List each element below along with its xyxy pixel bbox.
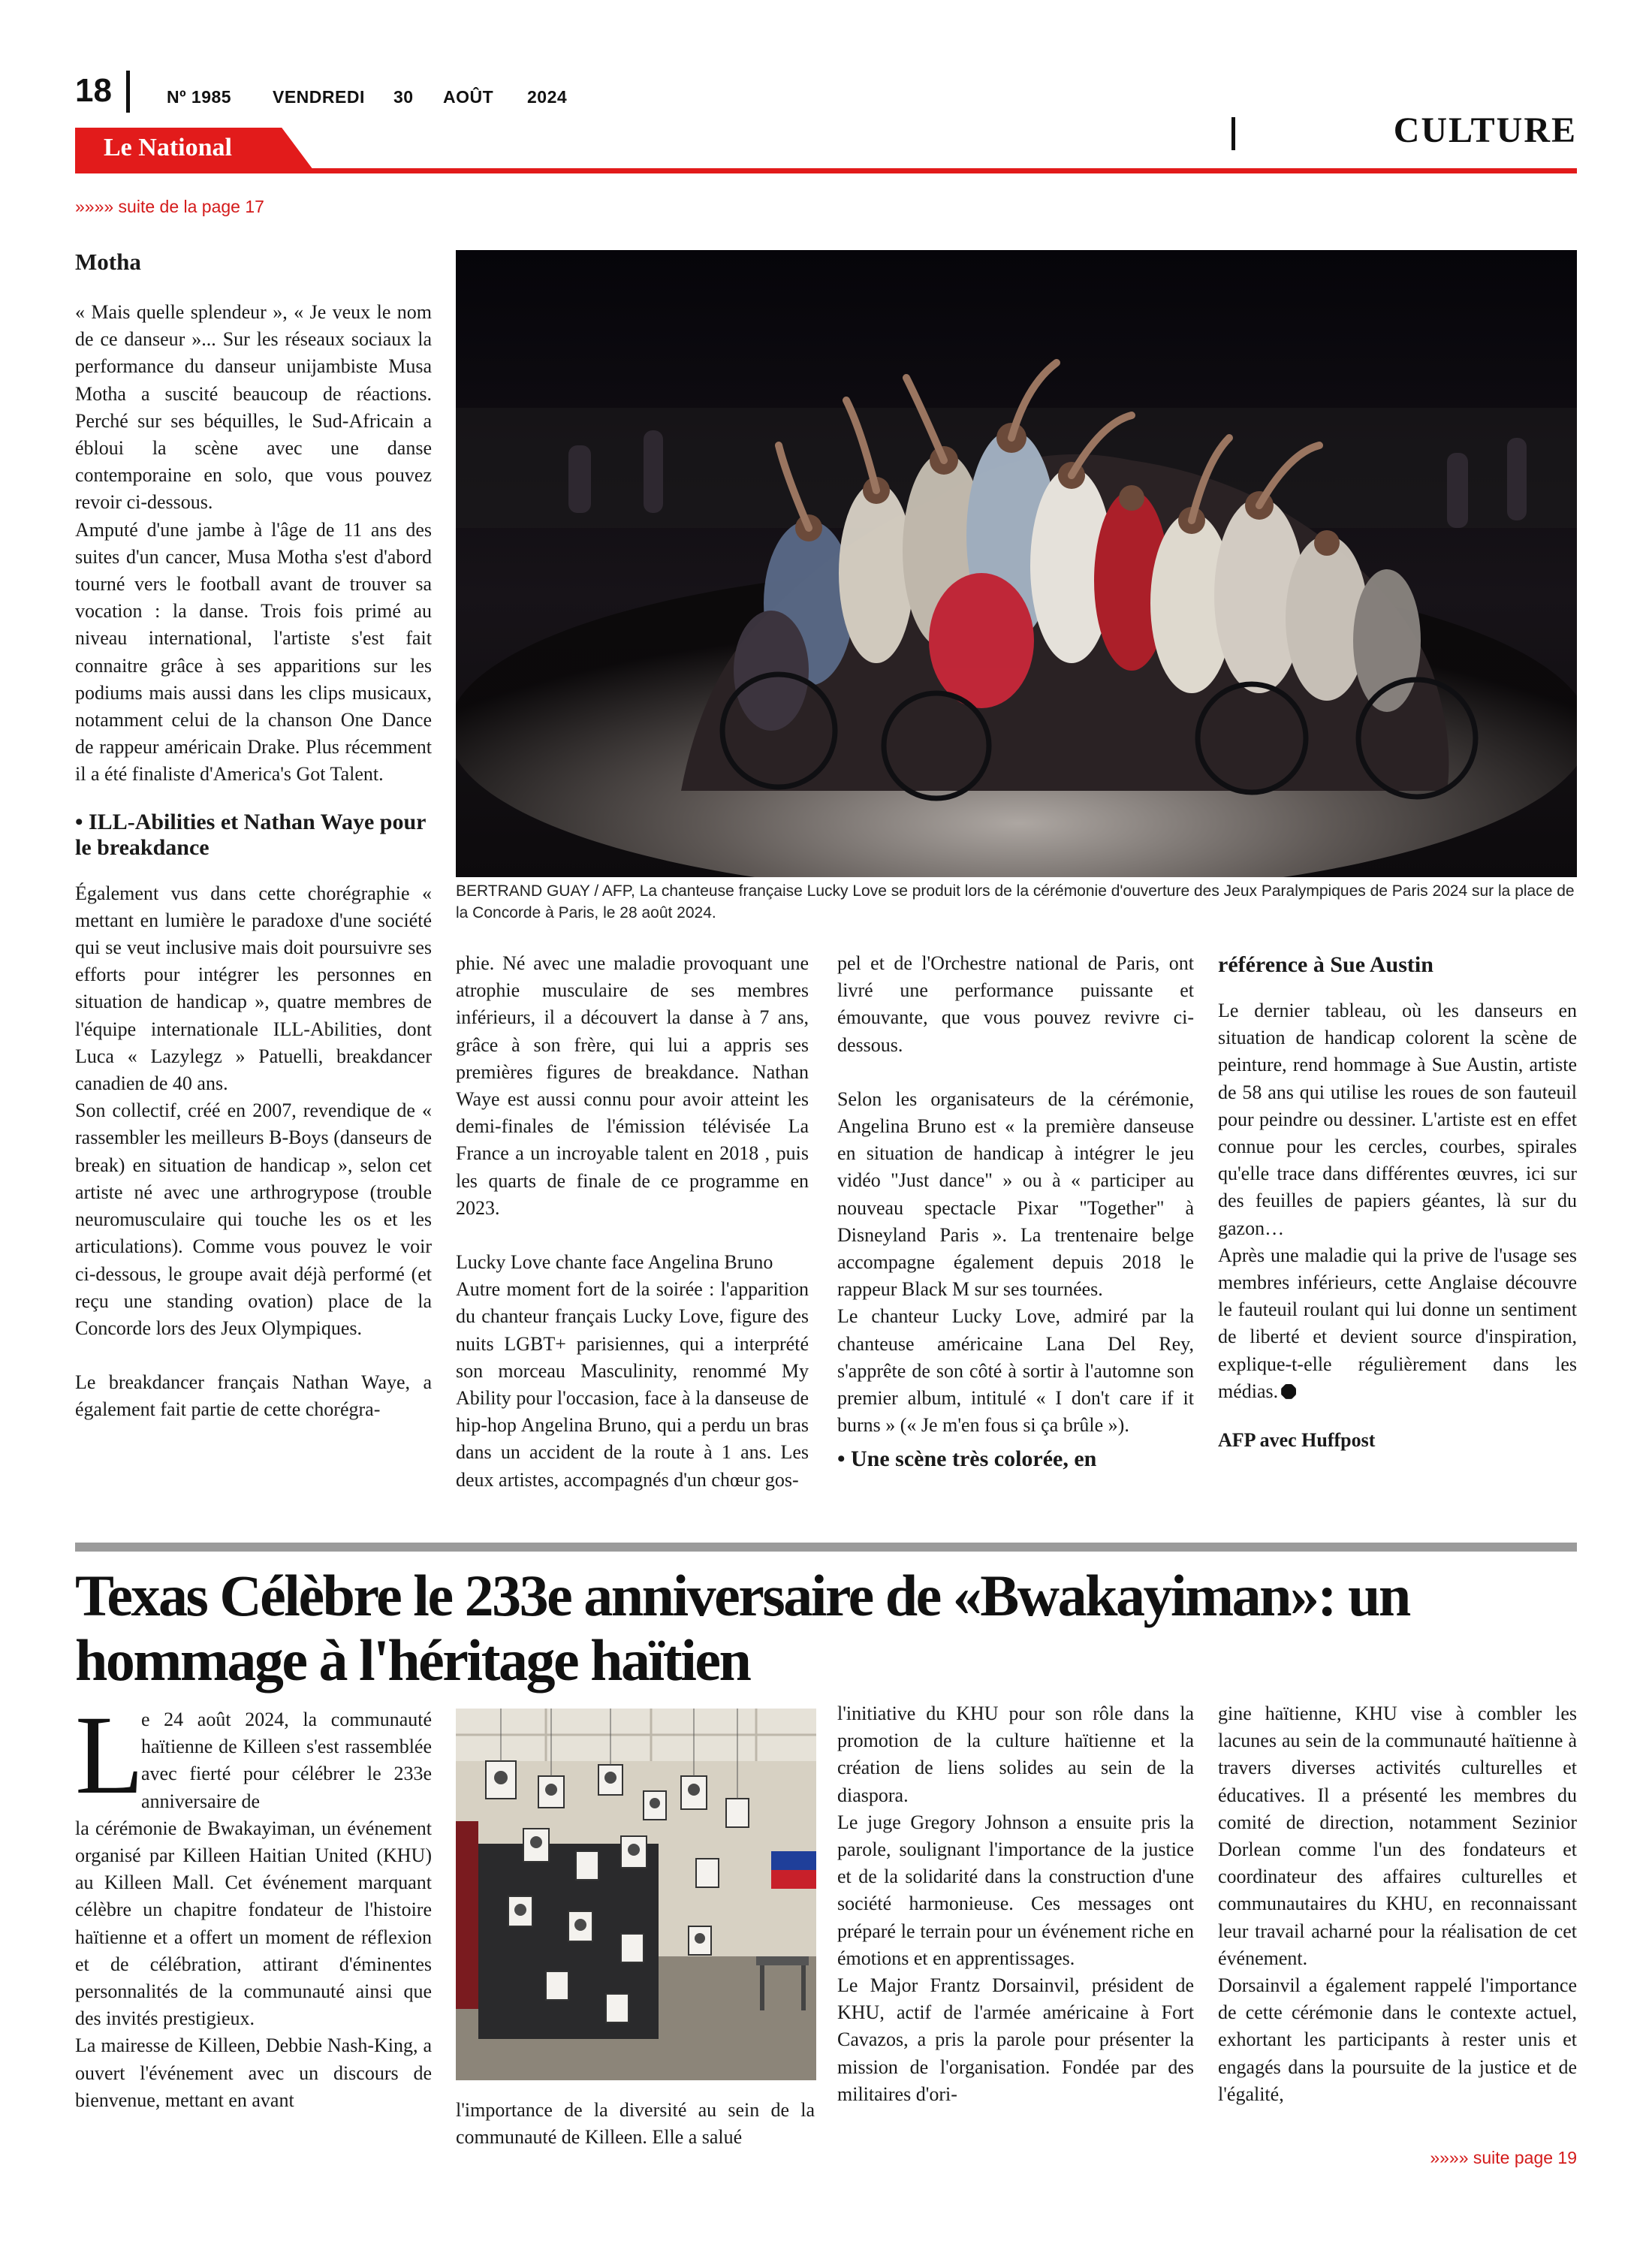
article1-paragraph: Le chanteur Lucky Love, admiré par la chanteuse américaine Lana Del Rey, s'apprête de son côté à sortir à l'automne son premier album, intitulé « I don't care if it burns » (« Je m'en fous si ça brûle »). — [837, 1305, 1194, 1437]
continued-from: »»»» suite de la page 17 — [75, 197, 264, 216]
section-divider — [1231, 117, 1235, 150]
article2-paragraph: l'initiative du KHU pour son rôle dans la promotion de la culture haïtienne et la création de liens solides au sein de la diaspora. — [837, 1703, 1194, 1806]
headline-line-1: Texas Célèbre le 233e anniversaire de «Bwakayiman»: un — [75, 1563, 1409, 1628]
article2-paragraph: Le juge Gregory Johnson a ensuite pris la parole, soulignant l'importance de la justice et de la solidarité dans la construction d'une société harmonieuse. Ces messages ont préparé le terrain pour un événement riche en émotions et en apprentissages. — [837, 1811, 1194, 1969]
article1-subhead: référence à Sue Austin — [1218, 952, 1433, 977]
article1-paragraph: Son collectif, créé en 2007, revendique de « rassembler les meilleurs B-Boys (danseurs de break) en situation de handicap », selon cet artiste né avec une arthrogrypose (trouble neuromusculaire qui touche les os et les articulations). Comme vous pouvez le voir ci-dessous, le groupe avait déjà performé (et reçu une standing ovation) place de la Concorde lors des Jeux Olympiques. — [75, 1099, 432, 1339]
article1-subhead: • Une scène très colorée, en — [837, 1446, 1097, 1472]
issue-date-day: 30 — [393, 87, 414, 107]
header-rule — [75, 168, 1577, 173]
article1-paragraph: Amputé d'une jambe à l'âge de 11 ans des suites d'un cancer, Musa Motha s'est d'abord tourné vers le football avant de trouver sa vocation : la danse. Trois fois primé au niveau international, l'artiste s'est fait connaitre grâce à ses apparitions sur les podiums mais aussi dans les clips musicaux, notamment celui de la chanson One Dance de rappeur américain Drake. Plus récemment il a été finaliste d'America's Got Talent. — [75, 518, 432, 786]
article1-paragraph-text: Après une maladie qui la prive de l'usage ses membres inférieurs, cette Anglaise découvre le fauteuil roulant qui lui donne un sentiment de liberté et devient source d'inspiration, explique-t-elle régulièrement dans les médias. — [1218, 1244, 1577, 1402]
article1-byline: AFP avec Huffpost — [1218, 1429, 1376, 1452]
article1-paragraph: Le dernier tableau, où les danseurs en situation de handicap colorent la scène de peinture, rend hommage à Sue Austin, artiste de 58 ans qui utilise les roues de son fauteuil pour peindre ou dessiner. L'artiste est en effet connue pour les cercles, courbes, spirales qu'elle trace dans différentes œuvres, ici sur des feuilles de papiers géantes, là sur du gazon… — [1218, 1000, 1577, 1239]
article2-column-4 — [1218, 1700, 1577, 2108]
photo-caption: BERTRAND GUAY / AFP, La chanteuse française Lucky Love se produit lors de la cérémonie d'ouverture des Jeux Paralympiques de Paris 2024 sur la place de la Concorde à Paris, le 28 août 2024. — [456, 882, 1575, 921]
paralympics-ceremony-photo — [456, 250, 1577, 877]
article2-column-1 — [75, 1706, 432, 2114]
page-number: 18 — [75, 72, 112, 109]
section-title: CULTURE — [1393, 110, 1577, 150]
article1-paragraph: Le breakdancer français Nathan Waye, a également fait partie de cette chorégra- — [75, 1371, 432, 1421]
article1-subhead: • ILL-Abilities et Nathan Waye pour le breakdance — [75, 809, 426, 860]
article1-column-4 — [1218, 952, 1577, 1453]
article1-paragraph — [1218, 1242, 1577, 1405]
article1-column-2 — [456, 950, 809, 1494]
article2-paragraph: Dorsainvil a également rappelé l'importance de cette cérémonie dans le contexte actuel, exhortant les participants à rester unis et engagés dans la poursuite de la justice et de l'égalité, — [1218, 1974, 1577, 2105]
article-separator — [75, 1543, 1577, 1552]
article1-column-3 — [837, 950, 1194, 1472]
article1-paragraph: Autre moment fort de la soirée : l'apparition du chanteur français Lucky Love, figure des nuits LGBT+ parisiennes, qui a interprété son morceau Masculinity, renommé My Ability pour l'occasion, face à la danseuse de hip-hop Angelina Bruno, qui a perdu un bras dans un accident de la route à 1 ans. Les deux artistes, accompagnés d'un chœur gos- — [456, 1278, 809, 1491]
article1-title-word: Motha — [75, 249, 141, 275]
article1-paragraph: « Mais quelle splendeur », « Je veux le nom de ce danseur »... Sur les réseaux sociaux la performance du danseur unijambiste Musa Motha a suscité beaucoup de réactions. Perché sur ses béquilles, le Sud-Africain a ébloui la scène avec une danse contemporaine en solo, que vous pouvez revoir ci-dessous. — [75, 301, 432, 514]
drop-cap: L — [75, 1693, 144, 1817]
article2-paragraph: l'importance de la diversité au sein de la communauté de Killeen. Elle a salué — [456, 2099, 815, 2149]
article2-paragraph: Le Major Frantz Dorsainvil, président de KHU, actif de l'armée américaine à Fort Cavazos, a pris la parole pour présenter la mission de l'organisation. Fondée par des militaires d'ori- — [837, 1974, 1194, 2105]
article2-column-2 — [456, 2097, 815, 2151]
article1-column-1 — [75, 249, 432, 1424]
end-mark-icon — [1281, 1384, 1296, 1399]
article1-paragraph: Selon les organisateurs de la cérémonie, Angelina Bruno est « la première danseuse en situation de handicap à intégrer le jeu vidéo "Just dance" » ou à « participer au nouveau spectacle Pixar "Together" à Disneyland Paris ». La trentenaire belge accompagne également depuis 2018 le rappeur Black M sur ses tournées. — [837, 1087, 1194, 1301]
article2-headline — [75, 1564, 1577, 1693]
article1-paragraph: pel et de l'Orchestre national de Paris, ont livré une performance puissante et émouvante, que vous pouvez revivre ci-dessous. — [837, 952, 1194, 1056]
brand-name: Le National — [104, 134, 232, 161]
article2-paragraph: gine haïtienne, KHU vise à combler les lacunes au sein de la communauté haïtienne à travers diverses activités culturelles et éducatives. Il a présenté les membres du comité de direction, notamment Sezinior Dorlean comme l'un des fondateurs et coordinateur des affaires culturelles et communautaires du KHU, en reconnaissant leur travail acharné pour la réalisation de cet événement. — [1218, 1703, 1577, 1969]
issue-year: 2024 — [527, 87, 568, 107]
article2-column-3 — [837, 1700, 1194, 2108]
article1-paragraph: Lucky Love chante face Angelina Bruno — [456, 1251, 773, 1274]
exhibition-photo — [456, 1709, 816, 2080]
article2-paragraph: la cérémonie de Bwakayiman, un événement organisé par Killeen Haitian United (KHU) au Killeen Mall. Cet événement marquant célèbre un chapitre fondateur de l'histoire haïtienne et a offert un moment de réflexion et de célébration, attirant d'éminentes personnalités de la communauté ainsi que des invités prestigieux. — [75, 1817, 432, 2030]
issue-day: VENDREDI — [273, 87, 365, 107]
article1-paragraph: phie. Né avec une maladie provoquant une atrophie musculaire de ses membres inférieurs, il a découvert la danse à 7 ans, grâce à son frère, qui lui a appris ses premières figures de breakdance. Nathan Waye est aussi connu pour avoir atteint les demi-finales de l'émission télévisée La France a un incroyable talent en 2018 , puis les quarts de finale de ce programme en 2023. — [456, 952, 809, 1219]
article1-paragraph: Également vus dans cette chorégraphie « mettant en lumière le paradoxe d'une société qui se veut inclusive mais doit poursuivre ses efforts pour intégrer les personnes en situation de handicap », quatre membres de l'équipe internationale ILL-Abilities, dont Luca « Lazylegz » Patuelli, breakdancer canadien de 40 ans. — [75, 882, 432, 1095]
article2-paragraph: La mairesse de Killeen, Debbie Nash-King, a ouvert l'événement avec un discours de bienvenue, mettant en avant — [75, 2034, 432, 2111]
issue-number: Nº 1985 — [167, 87, 232, 107]
issue-month: AOÛT — [443, 87, 494, 107]
page-number-divider — [126, 71, 130, 113]
headline-line-2: hommage à l'héritage haïtien — [75, 1627, 750, 1693]
article2-lead: e 24 août 2024, la communauté haïtienne de Killeen s'est rassemblée avec fierté pour célébrer le 233e anniversaire de — [141, 1709, 432, 1812]
continued-on: »»»» suite page 19 — [1430, 2148, 1577, 2167]
